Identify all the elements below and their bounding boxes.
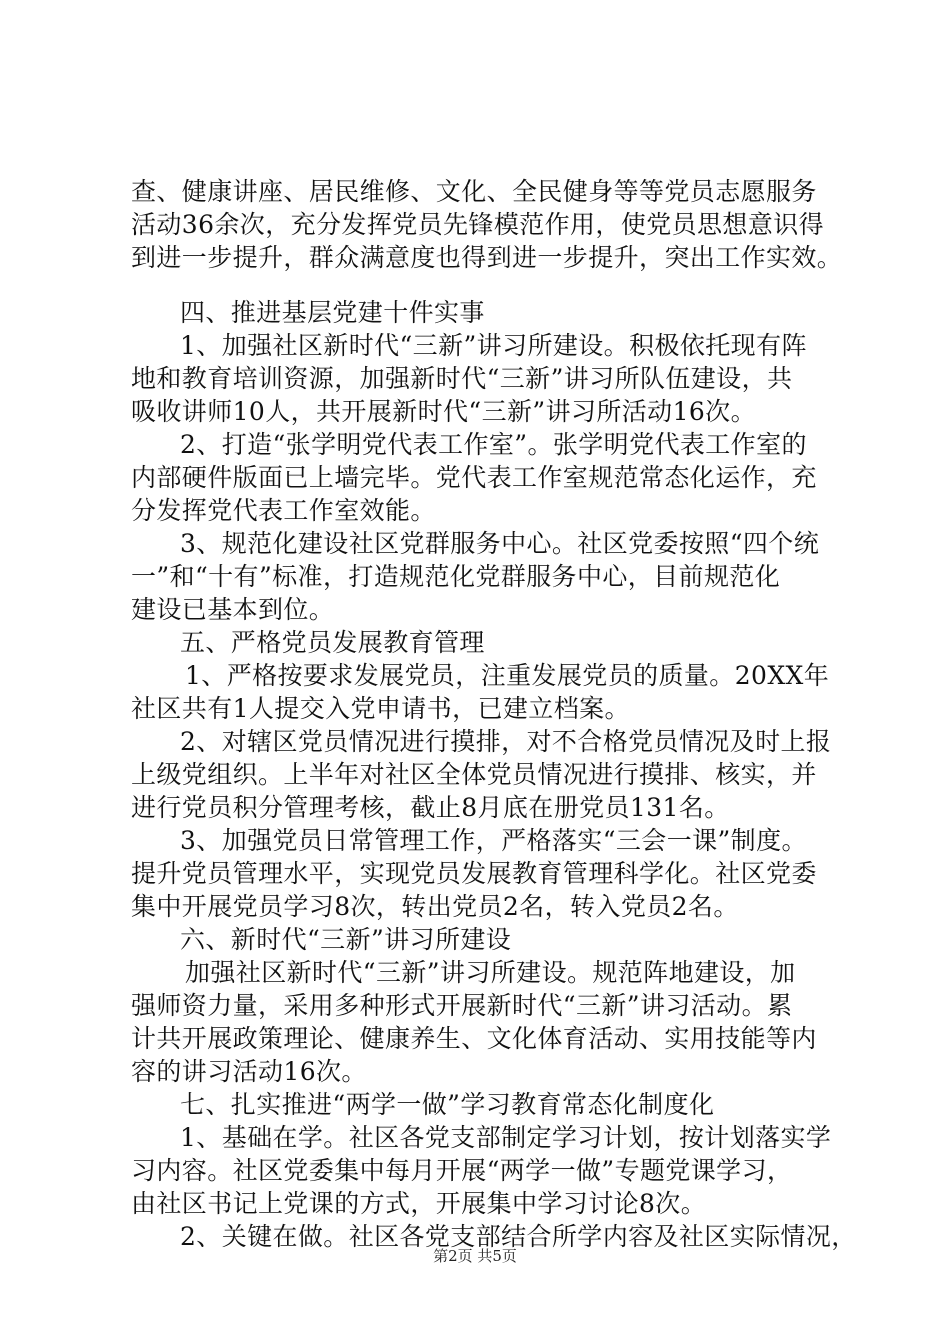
text-line-15: 1、严格按要求发展党员，注重发展党员的质量。20XX年	[185, 661, 830, 690]
text-line-6: 地和教育培训资源，加强新时代“三新”讲习所队伍建设，共	[131, 364, 793, 393]
text-line-3: 到进一步提升，群众满意度也得到进一步提升，突出工作实效。	[131, 243, 843, 272]
text-line-31: 由社区书记上党课的方式，开展集中学习讨论8次。	[131, 1189, 707, 1218]
text-line-21: 提升党员管理水平，实现党员发展教育管理科学化。社区党委	[131, 859, 817, 888]
text-line-27: 容的讲习活动16次。	[131, 1057, 367, 1086]
text-line-7: 吸收讲师10人，共开展新时代“三新”讲习所活动16次。	[131, 397, 756, 426]
section-heading-4: 四、推进基层党建十件实事	[180, 298, 485, 327]
text-line-12: 一”和“十有”标准，打造规范化党群服务中心，目前规范化	[131, 562, 781, 591]
text-line-18: 上级党组织。上半年对社区全体党员情况进行摸排、核实，并	[131, 760, 817, 789]
text-line-2: 活动36余次，充分发挥党员先锋模范作用，使党员思想意识得	[131, 210, 825, 239]
text-line-5: 1、加强社区新时代“三新”讲习所建设。积极依托现有阵	[180, 331, 807, 360]
text-line-16: 社区共有1人提交入党申请书，已建立档案。	[131, 694, 630, 723]
text-line-1: 查、健康讲座、居民维修、文化、全民健身等等党员志愿服务	[131, 177, 817, 206]
text-line-26: 计共开展政策理论、健康养生、文化体育活动、实用技能等内	[131, 1024, 817, 1053]
text-line-13: 建设已基本到位。	[131, 595, 335, 624]
text-line-30: 习内容。社区党委集中每月开展“两学一做”专题党课学习，	[131, 1156, 793, 1185]
text-line-29: 1、基础在学。社区各党支部制定学习计划，按计划落实学	[180, 1123, 832, 1152]
text-line-11: 3、规范化建设社区党群服务中心。社区党委按照“四个统	[180, 529, 820, 558]
text-line-32: 2、关键在做。社区各党支部结合所学内容及社区实际情况，	[180, 1222, 857, 1251]
text-line-17: 2、对辖区党员情况进行摸排，对不合格党员情况及时上报	[180, 727, 832, 756]
text-line-24: 加强社区新时代“三新”讲习所建设。规范阵地建设，加	[185, 958, 796, 987]
text-line-9: 内部硬件版面已上墙完毕。党代表工作室规范常态化运作，充	[131, 463, 817, 492]
text-line-25: 强师资力量，采用多种形式开展新时代“三新”讲习活动。累	[131, 991, 793, 1020]
text-line-10: 分发挥党代表工作室效能。	[131, 496, 436, 525]
text-line-19: 进行党员积分管理考核，截止8月底在册党员131名。	[131, 793, 730, 822]
page-number-footer: 第2页 共5页	[433, 1247, 517, 1265]
text-line-8: 2、打造“张学明党代表工作室”。张学明党代表工作室的	[180, 430, 807, 459]
section-heading-7: 七、扎实推进“两学一做”学习教育常态化制度化	[180, 1090, 715, 1119]
text-line-20: 3、加强党员日常管理工作，严格落实“三会一课”制度。	[180, 826, 807, 855]
section-heading-5: 五、严格党员发展教育管理	[180, 628, 485, 657]
text-line-22: 集中开展党员学习8次，转出党员2名，转入党员2名。	[131, 892, 739, 921]
section-heading-6: 六、新时代“三新”讲习所建设	[180, 925, 512, 954]
